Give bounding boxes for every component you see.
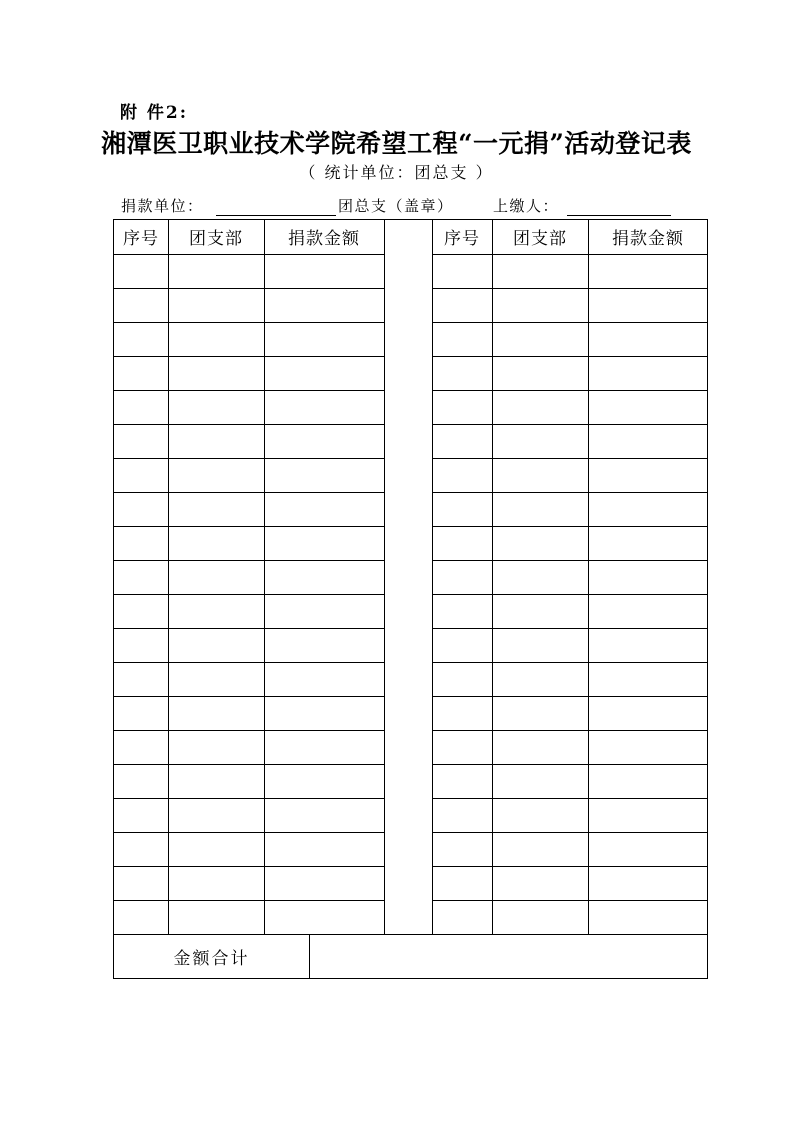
table-hline	[114, 390, 384, 391]
table-hline	[432, 866, 708, 867]
donor-unit-blank[interactable]	[216, 215, 336, 216]
table-vline	[384, 220, 385, 934]
table-hline	[114, 798, 384, 799]
table-hline	[432, 628, 708, 629]
header-right-index: 序号	[444, 229, 480, 249]
table-hline	[432, 322, 708, 323]
table-hline	[114, 594, 384, 595]
table-hline	[432, 458, 708, 459]
table-hline	[114, 458, 384, 459]
info-line	[121, 195, 711, 219]
attachment-label: 附 件2:	[120, 103, 189, 123]
form-title: 湘潭医卫职业技术学院希望工程“一元捐”活动登记表	[101, 129, 692, 158]
table-hline	[432, 900, 708, 901]
payer-blank[interactable]	[567, 215, 671, 216]
donation-table	[113, 219, 708, 979]
table-hline	[114, 866, 384, 867]
table-hline	[432, 288, 708, 289]
table-hline	[114, 288, 384, 289]
header-left-index: 序号	[123, 229, 159, 249]
header-right-amount: 捐款金额	[612, 229, 684, 249]
table-hline	[114, 424, 384, 425]
table-hline	[432, 832, 708, 833]
total-label: 金额合计	[173, 949, 250, 969]
table-hline	[114, 696, 384, 697]
header-left-amount: 捐款金额	[288, 229, 360, 249]
table-hline	[432, 424, 708, 425]
table-vline	[432, 220, 433, 934]
table-hline	[432, 356, 708, 357]
table-hline	[114, 662, 384, 663]
table-hline	[114, 560, 384, 561]
header-left-branch: 团支部	[189, 229, 243, 249]
table-hline	[432, 526, 708, 527]
table-hline	[114, 900, 384, 901]
header-right-branch: 团支部	[513, 229, 567, 249]
donor-suffix: 团总支（盖章）	[338, 197, 454, 215]
donor-label: 捐款单位：	[121, 197, 204, 215]
total-value-cell[interactable]	[310, 935, 708, 979]
table-hline	[114, 254, 384, 255]
table-hline	[114, 492, 384, 493]
table-hline	[114, 628, 384, 629]
table-vline	[588, 220, 589, 934]
table-hline	[114, 526, 384, 527]
form-subtitle: （ 统计单位：团总支 ）	[299, 163, 494, 182]
table-hline	[432, 492, 708, 493]
table-hline	[432, 254, 708, 255]
table-hline	[432, 764, 708, 765]
table-hline	[432, 594, 708, 595]
table-hline	[432, 390, 708, 391]
table-hline	[432, 730, 708, 731]
table-hline	[432, 560, 708, 561]
table-hline	[432, 798, 708, 799]
table-hline	[114, 764, 384, 765]
table-hline	[114, 730, 384, 731]
table-vline	[492, 220, 493, 934]
table-vline	[264, 220, 265, 934]
table-hline	[114, 832, 384, 833]
table-hline	[114, 356, 384, 357]
table-hline	[432, 696, 708, 697]
table-hline	[114, 322, 384, 323]
payer-label: 上缴人：	[493, 197, 560, 215]
table-hline	[432, 662, 708, 663]
table-vline	[168, 220, 169, 934]
